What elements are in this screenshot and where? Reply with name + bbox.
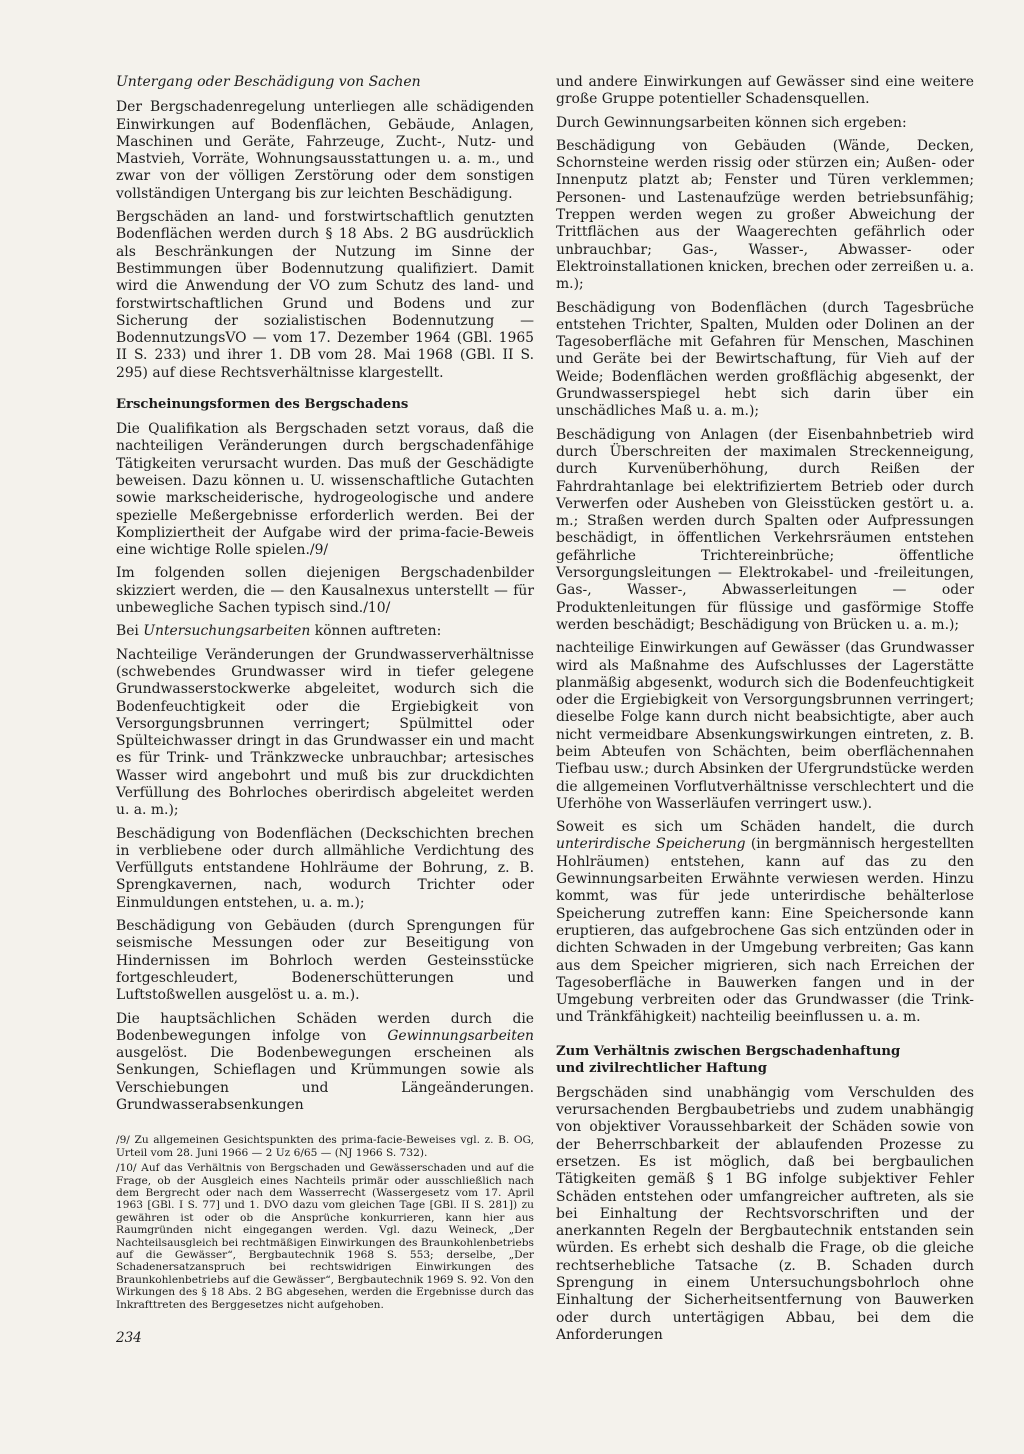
paragraph: und andere Einwirkungen auf Gewässer sind eine weitere große Gruppe potentieller Schadensquellen. xyxy=(556,74,974,108)
paragraph: Der Bergschadenregelung unterliegen alle schädigenden Einwirkungen auf Bodenflächen, Gebäude, Anlagen, Maschinen und Geräte, Fahrzeuge, Zucht-, Nutz- und Mastvieh, Vorräte, Wohnungsausstattungen u. a. m., und zwar von der völligen Zerstörung oder dem sonstigen vollständigen Untergang bis zur leichten Beschädigung. xyxy=(116,99,534,202)
text-span: können auftreten: xyxy=(310,623,442,640)
emphasis-text: Gewinnungsarbeiten xyxy=(387,1027,534,1044)
paragraph: Nachteilige Veränderungen der Grundwasserverhältnisse (schwebendes Grundwasser wird in tiefer gelegene Grundwasserstockwerke abgeleitet, wodurch sich die Bodenfeuchtigkeit oder die Ergiebigkeit von Versorgungsbrunnen verringert; Spülmittel oder Spülteichwasser dringt in das Grundwasser ein und macht es für Trink- und Tränkzwecke unbrauchbar; artesisches Wasser wird angebohrt und muß bis zur druckdichten Verfüllung des Bohrloches oberirdisch abgeleitet werden u. a. m.); xyxy=(116,646,534,819)
footnote-separator xyxy=(116,1120,534,1134)
paragraph: Beschädigung von Anlagen (der Eisenbahnbetrieb wird durch Überschreiten der maximalen Streckenneigung, durch Kurvenüberhöhung, durch Reißen der Fahrdrahtanlage bei elektrifiziertem Betrieb oder durch Verwerfen oder Ausheben von Gleisstücken gestört u. a. m.; Straßen werden durch Spalten oder Aufpressungen beschädigt, in öffentlichen Verkehrsräumen entstehen gefährliche Trichtereinbrüche; öffentliche Versorgungsleitungen — Elektrokabel- und -freileitungen, Gas-, Wasser-, Abwasserleitungen — oder Produktenleitungen für flüssige und gasförmige Stoffe werden beschädigt; Beschädigung von Brücken u. a. m.); xyxy=(556,426,974,633)
left-column xyxy=(116,74,534,1314)
paragraph: Die Qualifikation als Bergschaden setzt voraus, daß die nachteiligen Veränderungen durch bergschadenfähige Tätigkeiten verursacht wurden. Das muß der Geschädigte beweisen. Dazu können u. U. wissenschaftliche Gutachten sowie markscheiderische, hydrogeologische und andere spezielle Meßergebnisse erforderlich werden. Bei der Kompliziertheit der Aufgabe wird der prima-facie-Beweis eine wichtige Rolle spielen./9/ xyxy=(116,421,534,559)
heading-line: Zum Verhältnis zwischen Bergschadenhaftung xyxy=(556,1043,901,1059)
paragraph: Beschädigung von Gebäuden (durch Sprengungen für seismische Messungen oder zur Beseitigung von Hindernissen im Bohrloch werden Gesteinsstücke fortgeschleudert, Bodenerschütterungen und Luftstoßwellen ausgelöst u. a. m.). xyxy=(116,918,534,1004)
paragraph: Durch Gewinnungsarbeiten können sich ergeben: xyxy=(556,114,907,131)
paragraph xyxy=(116,1011,534,1115)
right-column xyxy=(556,74,974,1350)
paragraph: Bergschäden an land- und forstwirtschaftlich genutzten Bodenflächen werden durch § 18 Abs. 2 BG ausdrücklich als Beschränkungen der Nutzung im Sinne der Bestimmungen über Bodennutzung qualifiziert. Damit wird die Anwendung der VO zum Schutz des land- und forstwirtschaftlichen Grund und Bodens und zur Sicherung der sozialistischen Bodennutzung — BodennutzungsVO — vom 17. Dezember 1964 (GBl. 1965 II S. 233) und ihrer 1. DB vom 28. Mai 1968 (GBl. II S. 295) auf diese Rechtsverhältnisse klargestellt. xyxy=(116,209,534,381)
paragraph: Beschädigung von Gebäuden (Wände, Decken, Schornsteine werden rissig oder stürzen ein; Außen- oder Innenputz platzt ab; Fenster und Türen verklemmen; Personen- und Lastenaufzüge werden betriebsunfähig; Treppen werden wegen zu großer Abweichung der Trittflächen aus der Waagerechten gefährlich oder unbrauchbar; Gas-, Wasser-, Abwasser- oder Elektroinstallationen knicken, brechen oder zerreißen u. a. m.); xyxy=(556,137,974,293)
page-number: 234 xyxy=(116,1330,142,1346)
paragraph: nachteilige Einwirkungen auf Gewässer (das Grundwasser wird als Maßnahme des Aufschlusses der Lagerstätte planmäßig abgesenkt, wodurch sich die Bodenfeuchtigkeit oder die Ergiebigkeit von Versorgungsbrunnen verringert; dieselbe Folge kann durch nicht beabsichtigte, aber auch nicht vermeidbare Absenkungswirkungen eintreten, z. B. beim Abteufen von Schächten, beim oberflächennahen Tiefbau usw.; durch Absinken der Ufergrundstücke werden die allgemeinen Vorflutverhältnisse verschlechtert und die Uferhöhe von Wasserläufen verringert usw.). xyxy=(556,640,974,812)
text-span: Bei xyxy=(116,623,144,640)
footnote-10: /10/ Auf das Verhältnis von Bergschaden und Gewässerschaden und auf die Frage, ob der Ausgleich eines Nachteils primär oder ausschließlich nach dem Bergrecht oder nach dem Wasserrecht (Wassergesetz vom 17. April 1963 [GBl. I S. 77] und 1. DVO dazu vom gleichen Tage [GBl. II S. 281]) zu gewähren ist oder ob die Ansprüche konkurrieren, kann hier aus Raumgründen nicht eingegangen werden. Vgl. dazu Weineck, „Der Nachteilsausgleich bei rechtmäßigen Einwirkungen des Braunkohlenbetriebs auf die Gewässer“, Bergbautechnik 1968 S. 553; derselbe, „Der Schadenersatzanspruch bei rechtswidrigen Einwirkungen des Braunkohlenbetriebs auf die Gewässer“, Bergbautechnik 1969 S. 92. Von den Wirkungen des § 18 Abs. 2 BG abgesehen, werden die Ergebnisse durch das Inkrafttreten des Berggesetzes nicht aufgehoben. xyxy=(116,1162,534,1311)
footnote-9: /9/ Zu allgemeinen Gesichtspunkten des prima-facie-Beweises vgl. z. B. OG, Urteil vom 28. Juni 1966 — 2 Uz 6/65 — (NJ 1966 S. 732). xyxy=(116,1134,534,1159)
heading-line: und zivilrechtlicher Haftung xyxy=(556,1060,767,1076)
paragraph xyxy=(556,819,974,1027)
emphasis-text: unterirdische Speicherung xyxy=(556,836,746,853)
text-span: Soweit es sich um Schäden handelt, die durch xyxy=(556,819,974,836)
text-span: (in bergmännisch hergestellten Hohlräumen) entstehen, kann auf das zu den Gewinnungsarbeiten Erwähnte verwiesen werden. Hinzu kommt, was für jede unterirdische behälterlose Speicherung zutreffen kann: Eine Speichersonde kann eruptieren, das aufgebrochene Gas sich entzünden oder in dichten Schwaden in der Umgebung verbreiten; Gas kann aus dem Speicher migrieren, sich nach Erreichen der Tagesoberfläche in Bauwerken fangen und in der Umgebung verbreiten oder das Grundwasser (die Trink- und Tränkfähigkeit) nachteilig beeinflussen u. a. m. xyxy=(556,836,975,1026)
paragraph: Im folgenden sollen diejenigen Bergschadenbilder skizziert werden, die — den Kausalnexus unterstellt — für unbewegliche Sachen typisch sind./10/ xyxy=(116,565,534,617)
emphasis-text: Untersuchungsarbeiten xyxy=(143,623,311,640)
paragraph: Bergschäden sind unabhängig vom Verschulden des verursachenden Bergbaubetriebs und zudem unabhängig von objektiver Voraussehbarkeit der Schäden sowie von der Beherrschbarkeit der ablaufenden Prozesse zu ersetzen. Es ist möglich, daß bei bergbaulichen Tätigkeiten gemäß § 1 BG infolge subjektiver Fehler Schäden entstehen oder umfangreicher auftreten, als sie bei Einhaltung der Rechtsvorschriften und der anerkannten Regeln der Bergbautechnik entstanden sein würden. Es erhebt sich deshalb die Frage, ob die gleiche rechtserhebliche Tatsache (z. B. Schaden durch Sprengung in einem Untersuchungsbohrloch ohne Einhaltung der Sicherheitsentfernung von Bauwerken oder durch untertägigen Abbau, bei dem die Anforderungen xyxy=(556,1084,974,1343)
text-span: ausgelöst. Die Bodenbewegungen erscheinen als Senkungen, Schieflagen und Krümmungen sowie als Verschiebungen und Längeänderungen. Grundwasserabsenkungen xyxy=(116,1045,534,1114)
paragraph: Beschädigung von Bodenflächen (Deckschichten brechen in verbliebene oder durch allmähliche Verdichtung des Verfüllguts entstandene Hohlräume der Bohrung, z. B. Sprengkavernen, nach, wodurch Trichter oder Einmuldungen entstehen, u. a. m.); xyxy=(116,825,534,911)
paragraph xyxy=(116,623,534,640)
section-heading-untergang: Untergang oder Beschädigung von Sachen xyxy=(116,74,421,90)
section-heading-haftung xyxy=(556,1043,974,1077)
section-heading-erscheinungsformen: Erscheinungsformen des Bergschadens xyxy=(116,397,409,413)
paragraph: Beschädigung von Bodenflächen (durch Tagesbrüche entstehen Trichter, Spalten, Mulden oder Dolinen an der Tagesoberfläche mit Gefahren für Menschen, Maschinen und Geräte bei der Bewirtschaftung, für Vieh auf der Weide; Bodenflächen werden großflächig abgesenkt, der Grundwasserspiegel hebt sich darin über ein unschädliches Maß u. a. m.); xyxy=(556,299,974,420)
text-span: Die hauptsächlichen Schäden werden durch die Bodenbewegungen infolge von xyxy=(116,1010,534,1044)
